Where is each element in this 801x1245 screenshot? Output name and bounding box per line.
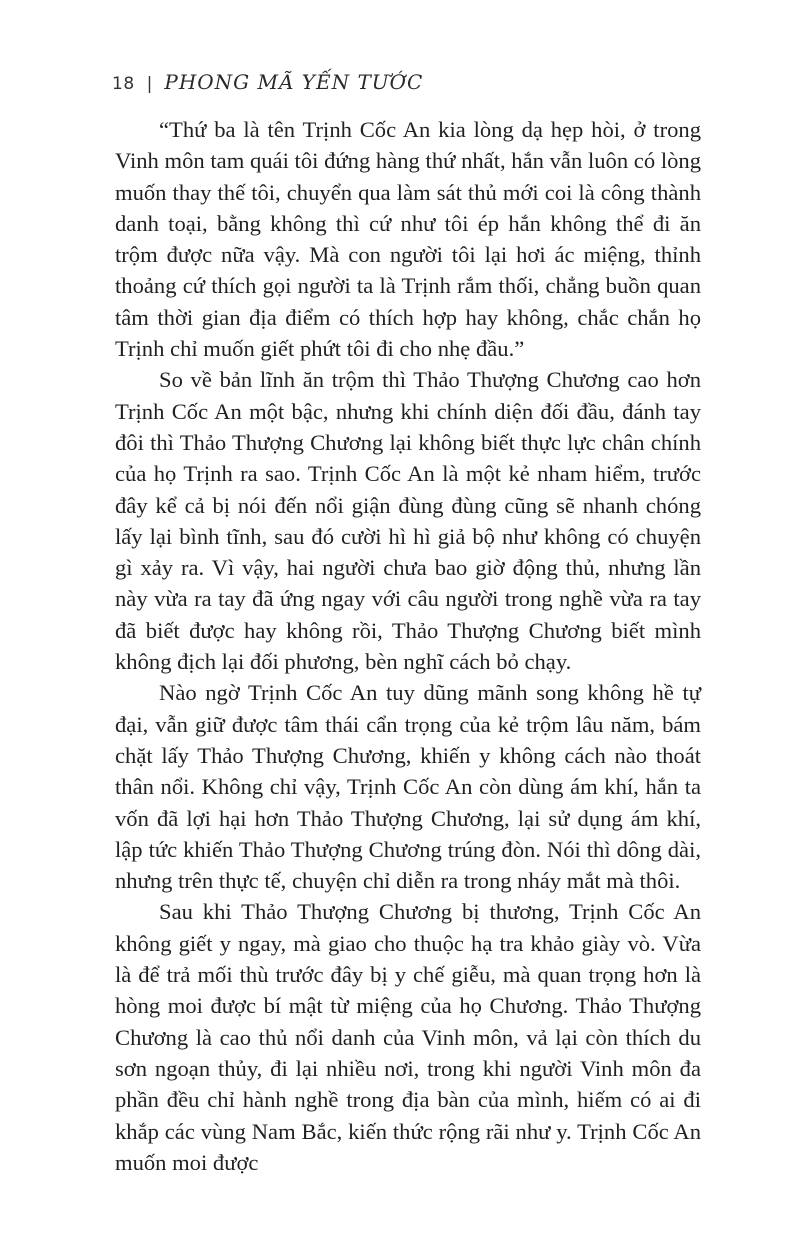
- page-body: [115, 114, 701, 1178]
- header-separator: |: [146, 74, 153, 94]
- paragraph: “Thứ ba là tên Trịnh Cốc An kia lòng dạ hẹp hòi, ở trong Vinh môn tam quái tôi đứng hàng thứ nhất, hắn vẫn luôn có lòng muốn thay thế tôi, chuyển qua làm sát thủ mới coi là công thành danh toại, bằng không thì cứ như tôi ép hắn không thể đi ăn trộm được nữa vậy. Mà con người tôi lại hơi ác miệng, thỉnh thoảng cứ thích gọi người ta là Trịnh rắm thối, chẳng buồn quan tâm thời gian địa điểm có thích hợp hay không, chắc chắn họ Trịnh chỉ muốn giết phứt tôi đi cho nhẹ đầu.”: [115, 117, 701, 362]
- page-number: 18: [112, 74, 135, 94]
- paragraph: Nào ngờ Trịnh Cốc An tuy dũng mãnh song không hề tự đại, vẫn giữ được tâm thái cẩn trọng của kẻ trộm lâu năm, bám chặt lấy Thảo Thượng Chương, khiến y không cách nào thoát thân nổi. Không chỉ vậy, Trịnh Cốc An còn dùng ám khí, hắn ta vốn đã lợi hại hơn Thảo Thượng Chương, lại sử dụng ám khí, lập tức khiến Thảo Thượng Chương trúng đòn. Nói thì dông dài, nhưng trên thực tế, chuyện chỉ diễn ra trong nháy mắt mà thôi.: [115, 680, 701, 894]
- paragraph: Sau khi Thảo Thượng Chương bị thương, Trịnh Cốc An không giết y ngay, mà giao cho thuộc hạ tra khảo giày vò. Vừa là để trả mối thù trước đây bị y chế giễu, mà quan trọng hơn là hòng moi được bí mật từ miệng của họ Chương. Thảo Thượng Chương là cao thủ nổi danh của Vinh môn, vả lại còn thích du sơn ngoạn thủy, đi lại nhiều nơi, trong khi người Vinh môn đa phần đều chỉ hành nghề trong địa bàn của mình, hiếm có ai đi khắp các vùng Nam Bắc, kiến thức rộng rãi như y. Trịnh Cốc An muốn moi được: [115, 899, 701, 1175]
- running-header: [112, 70, 423, 100]
- paragraph: So về bản lĩnh ăn trộm thì Thảo Thượng Chương cao hơn Trịnh Cốc An một bậc, nhưng khi chính diện đối đầu, đánh tay đôi thì Thảo Thượng Chương lại không biết thực lực chân chính của họ Trịnh ra sao. Trịnh Cốc An là một kẻ nham hiểm, trước đây kể cả bị nói đến nổi giận đùng đùng cũng sẽ nhanh chóng lấy lại bình tĩnh, sau đó cười hì hì giả bộ như không có chuyện gì xảy ra. Vì vậy, hai người chưa bao giờ động thủ, nhưng lần này vừa ra tay đã ứng ngay với câu người trong nghề vừa ra tay đã biết được hay không rồi, Thảo Thượng Chương biết mình không địch lại đối phương, bèn nghĩ cách bỏ chạy.: [115, 367, 701, 675]
- book-title: PHONG MÃ YẾN TƯỚC: [164, 70, 424, 94]
